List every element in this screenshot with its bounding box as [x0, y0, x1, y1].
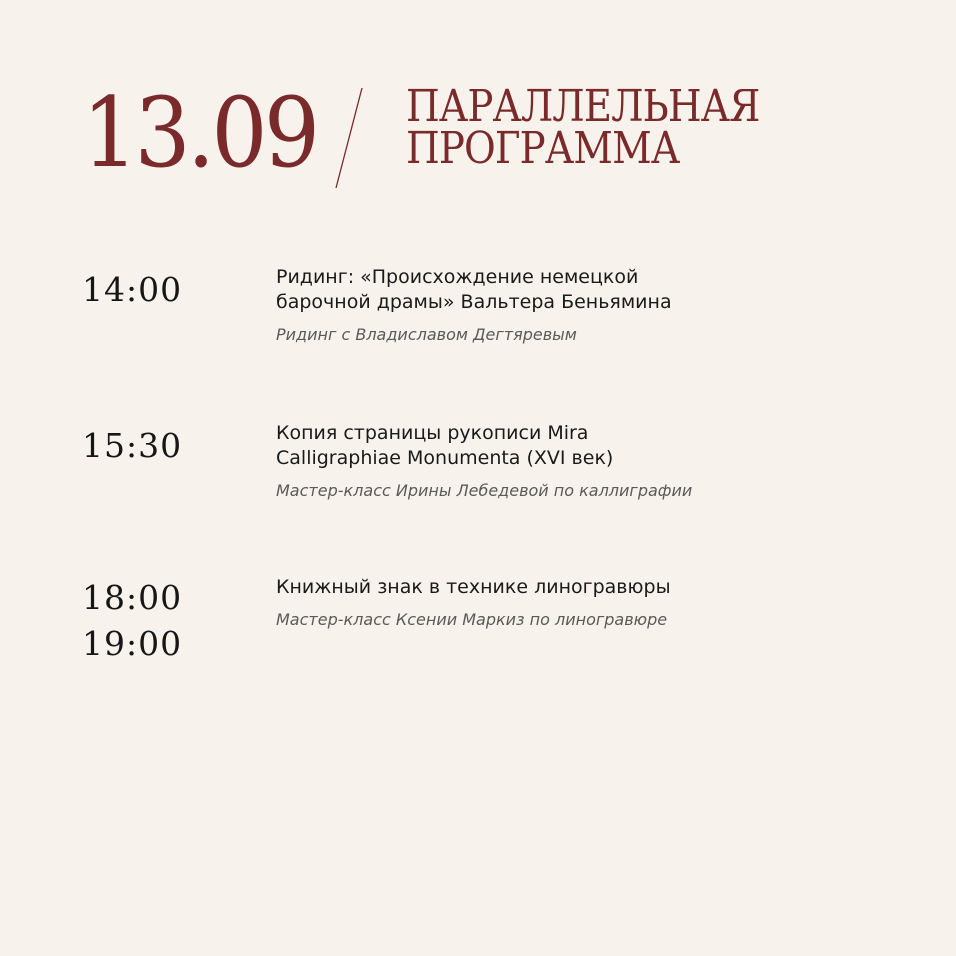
event-subtitle: Мастер-класс Ксении Маркиз по линогравюре: [276, 610, 668, 629]
header: [0, 0, 956, 200]
event-title: Копия страницы рукописи Mira Calligraphiae Monumenta (XVI век): [276, 422, 614, 469]
event-content: [276, 265, 836, 346]
event-time-start: 18:00: [82, 578, 183, 617]
date-heading: 13.09: [82, 77, 317, 189]
event-time: [82, 575, 182, 667]
slash-divider: [334, 88, 364, 188]
event-subtitle: Ридинг с Владиславом Дегтяревым: [276, 325, 577, 344]
event-time: [82, 423, 182, 469]
event-content: [276, 421, 836, 502]
event-title: Ридинг: «Происхождение немецкой барочной драмы» Вальтера Беньямина: [276, 266, 672, 313]
event-title: Книжный знак в технике линогравюры: [276, 576, 671, 598]
program-title-line2: ПРОГРАММА: [406, 123, 680, 174]
event-time-start: 14:00: [82, 270, 183, 309]
event-subtitle: Мастер-класс Ирины Лебедевой по каллиграфии: [276, 481, 693, 500]
event-time-end: 19:00: [82, 624, 183, 663]
event-content: [276, 575, 836, 631]
program-title: [406, 81, 760, 174]
program-title-line1: ПАРАЛЛЕЛЬНАЯ: [406, 81, 760, 132]
event-time-start: 15:30: [82, 426, 183, 465]
event-time: [82, 267, 182, 313]
